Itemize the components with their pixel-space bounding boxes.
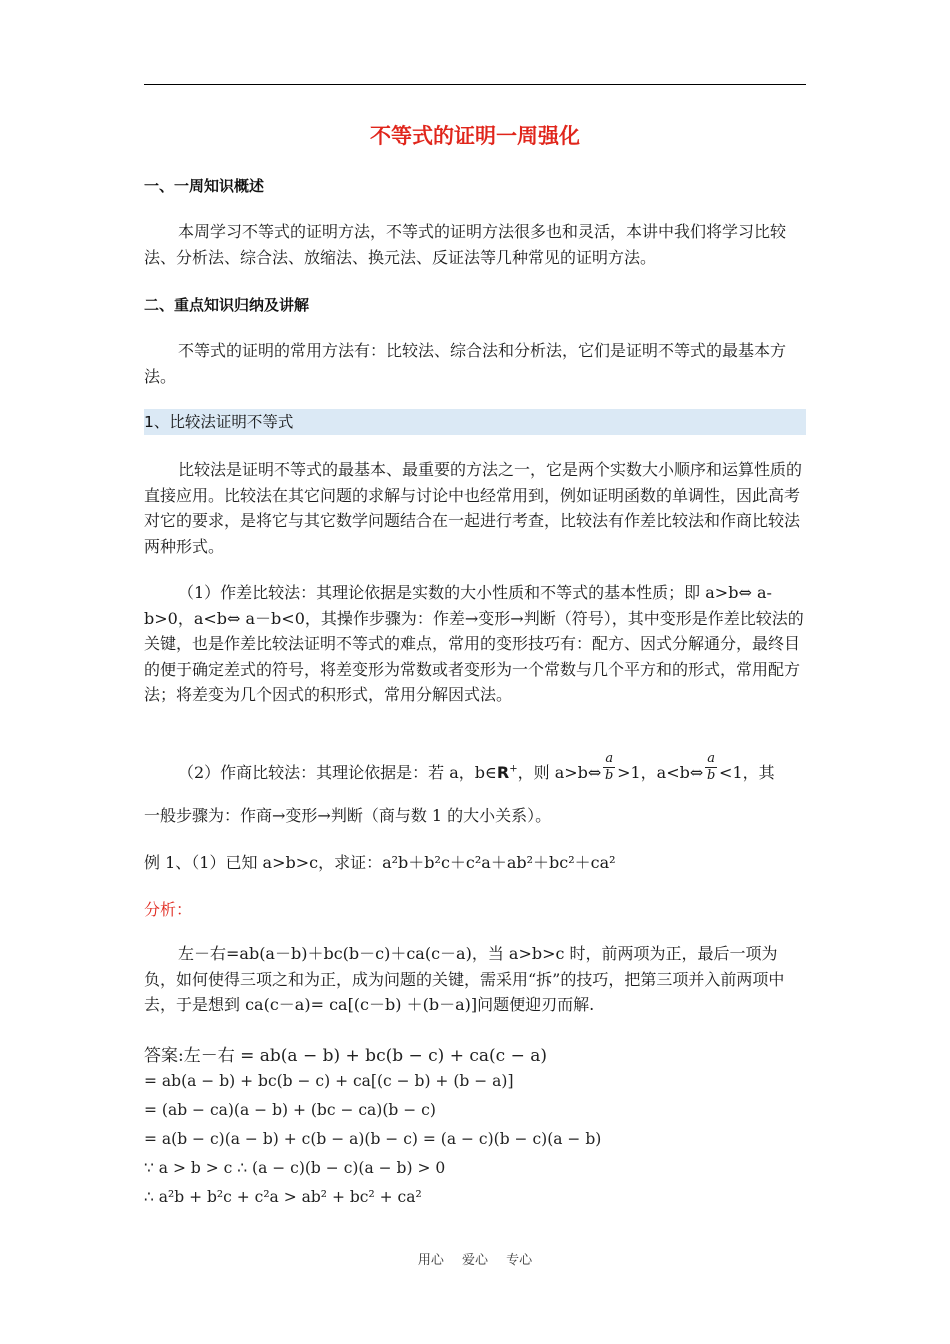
real-set-symbol: R <box>496 763 510 782</box>
analysis-paragraph: 左－右=ab(a－b)＋bc(b－c)＋ca(c－a)，当 a>b>c 时，前两项为正，最后一项为负，如何使得三项之和为正，成为问题的关键，需采用“拆”的技巧，把第三项并入前两项中去，于是想到 ca(c－a)= ca[(c－b) ＋(b－a)]问题便迎刃而解. <box>144 944 785 1014</box>
answer-line-2: = ab(a − b) + bc(b − c) + ca[(c − b) + (b − a)] <box>144 1072 514 1090</box>
comparison-paragraph: 比较法是证明不等式的最基本、最重要的方法之一，它是两个实数大小顺序和运算性质的直接应用。比较法在其它问题的求解与讨论中也经常用到，例如证明函数的单调性，因此高考对它的要求，是将它与其它数学问题结合在一起进行考查，比较法有作差比较法和作商比较法两种形式。 <box>144 460 803 556</box>
answer-line-6: ∴ a²b + b²c + c²a > ab² + bc² + ca² <box>144 1188 422 1206</box>
analysis-label: 分析： <box>144 900 193 919</box>
quotient-text-4: <1，其 <box>719 763 775 782</box>
section-heading-overview: 一、一周知识概述 <box>144 177 265 195</box>
difference-method-paragraph: （1）作差比较法：其理论依据是实数的大小性质和不等式的基本性质；即 a>b⇔ a-b>0，a<b⇔ a－b<0，其操作步骤为：作差→变形→判断（符号），其中变形是作差比较法的关键，也是作差比较法证明不等式的难点，常用的变形技巧有：配方、因式分解通分，最终目的便于确定差式的符号，将差变形为常数或者变形为一个常数与几个平方和的形式，常用配方法；将差变为几个因式的积形式，常用分解因式法。 <box>144 583 804 704</box>
answer-line-4: = a(b − c)(a − b) + c(b − a)(b − c) = (a − c)(b − c)(a − b) <box>144 1130 602 1148</box>
subsection-band <box>144 409 806 435</box>
fraction-a-over-b-2: $\frac{a}{b}$ <box>706 751 716 783</box>
quotient-text-2: ，则 a>b⇔ <box>517 763 602 782</box>
answer-line-1: 答案:左－右 = ab(a − b) + bc(b − c) + ca(c − a) <box>144 1046 547 1066</box>
page-title: 不等式的证明一周强化 <box>370 124 580 148</box>
answer-line-5: ∵ a > b > c ∴ (a − c)(b − c)(a − b) > 0 <box>144 1159 446 1177</box>
fraction-a-over-b: $\frac{a}{b}$ <box>605 751 614 783</box>
answer-line-3: = (ab − ca)(a − b) + (bc − ca)(b − c) <box>144 1101 436 1119</box>
subsection-heading: 1、比较法证明不等式 <box>144 413 294 431</box>
quotient-method-line <box>178 751 775 790</box>
plus-superscript: + <box>509 763 518 775</box>
key-points-paragraph: 不等式的证明的常用方法有：比较法、综合法和分析法，它们是证明不等式的最基本方法。 <box>144 341 787 386</box>
page-footer: 用心 爱心 专心 <box>417 1253 533 1268</box>
overview-paragraph: 本周学习不等式的证明方法，不等式的证明方法很多也和灵活，本讲中我们将学习比较法、分析法、综合法、放缩法、换元法、反证法等几种常见的证明方法。 <box>144 222 787 267</box>
example-label: 例 1、（1）已知 a>b>c，求证：a²b＋b²c＋c²a＋ab²＋bc²＋ca² <box>144 853 616 872</box>
quotient-text-1: （2）作商比较法：其理论依据是：若 a，b∈ <box>178 763 497 782</box>
quotient-method-line-2: 一般步骤为：作商→变形→判断（商与数 1 的大小关系）。 <box>144 806 552 825</box>
quotient-text-3: >1，a<b⇔ <box>617 763 704 782</box>
section-heading-key-points: 二、重点知识归纳及讲解 <box>144 296 310 314</box>
header-rule <box>144 84 806 85</box>
